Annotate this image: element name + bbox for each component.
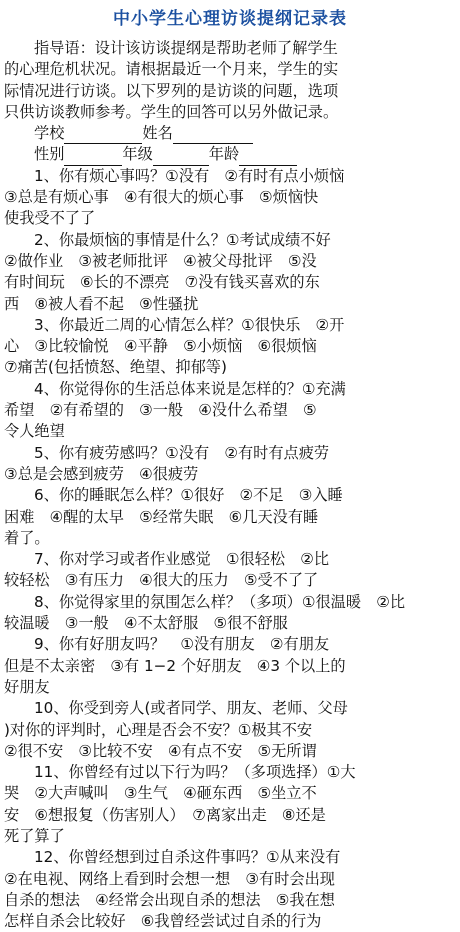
question-line: 6、你的睡眠怎么样？①很好 ②不足 ③入睡 [34,486,343,505]
question-line: ②在电视、网络上看到时会想一想 ③有时会出现 [4,869,335,888]
question-line: ②很不安 ③比较不安 ④有点不安 ⑤无所谓 [4,741,317,760]
question-line: ③总是会感到疲劳 ④很疲劳 [4,464,199,483]
question-line: 3、你最近二周的心情怎么样？①很快乐 ②开 [34,315,345,334]
question-line: ③总是有烦心事 ④有很大的烦心事 ⑤烦恼快 [4,188,319,207]
question-line: ②做作业 ③被老师批评 ④被父母批评 ⑤没 [4,251,317,270]
grade-field[interactable] [153,150,209,166]
document-body [4,38,456,932]
question-line: 10、你受到旁人(或者同学、朋友、老师、父母 [34,699,348,718]
question-line: 心 ③比较愉悦 ④平静 ⑤小烦恼 ⑥很烦恼 [4,337,317,356]
question-line: 自杀的想法 ④经常会出现自杀的想法 ⑤我在想 [4,890,335,909]
question-line: ⑦痛苦(包括愤怒、绝望、抑郁等) [4,358,227,377]
question-line: 希望 ②有希望的 ③一般 ④没什么希望 ⑤ [4,401,317,420]
name-label: 姓名 [142,124,173,143]
question-line: 好朋友 [4,677,50,696]
question-line: 2、你最烦恼的事情是什么？①考试成绩不好 [34,230,331,249]
question-line: 4、你觉得你的生活总体来说是怎样的？①充满 [34,379,346,398]
question-line: 安 ⑥想报复（伤害别人） ⑦离家出走 ⑧还是 [4,805,326,824]
grade-label: 年级 [122,145,153,164]
question-line: 着了。 [4,528,50,547]
question-line: 9、你有好朋友吗？ ①没有朋友 ②有朋友 [34,635,330,654]
question-line: 但是不太亲密 ③有 1−2 个好朋友 ④3 个以上的 [4,656,346,675]
question-line: 较温暖 ③一般 ④不太舒服 ⑤很不舒服 [4,614,288,633]
question-line: 有时间玩 ⑥长的不漂亮 ⑦没有钱买喜欢的东 [4,273,320,292]
guide-line: 际情况进行访谈。以下罗列的是访谈的问题，选项 [4,81,339,100]
form-row-school-name [4,123,456,144]
question-line: 11、你曾经有过以下行为吗？（多项选择）①大 [34,763,356,782]
question-line: 8、你觉得家里的氛围怎么样？（多项）①很温暖 ②比 [34,592,406,611]
guide-line: 的心理危机状况。请根据最近一个月来，学生的实 [4,60,339,79]
question-line: 死了算了 [4,826,65,845]
document-title: 中小学生心理访谈提纲记录表 [113,9,347,29]
question-line: 1、你有烦心事吗？①没有 ②有时有点小烦恼 [34,166,345,185]
form-row-gender-grade-age [4,144,456,165]
age-label: 年龄 [208,145,240,164]
question-line: 较轻松 ③有压力 ④很大的压力 ⑤受不了了 [4,571,319,590]
question-line: 12、你曾经想到过自杀这件事吗？①从来没有 [34,848,341,867]
question-line: 困难 ④醒的太早 ⑤经常失眠 ⑥几天没有睡 [4,507,319,526]
question-line: 令人绝望 [4,422,65,441]
guide-line: 只供访谈教师参考。学生的回答可以另外做记录。 [4,102,339,121]
question-line: 7、你对学习或者作业感觉 ①很轻松 ②比 [34,550,330,569]
question-line: 使我受不了了 [4,209,96,228]
question-line: 怎样自杀会比较好 ⑥我曾经尝试过自杀的行为 [4,912,322,931]
gender-label: 性别 [34,145,65,164]
question-line: )对你的评判时，心理是否会不安？①极其不安 [4,720,313,739]
question-line: 哭 ②大声喊叫 ③生气 ④砸东西 ⑤坐立不 [4,784,317,803]
question-line: 5、你有疲劳感吗？①没有 ②有时有点疲劳 [34,443,330,462]
school-field[interactable] [64,128,142,144]
question-line: 西 ⑧被人看不起 ⑨性骚扰 [4,294,199,313]
school-label: 学校 [34,124,65,143]
name-field[interactable] [173,128,253,144]
age-field[interactable] [239,150,297,166]
gender-field[interactable] [64,150,122,166]
guide-line: 指导语：设计该访谈提纲是帮助老师了解学生 [34,39,338,57]
